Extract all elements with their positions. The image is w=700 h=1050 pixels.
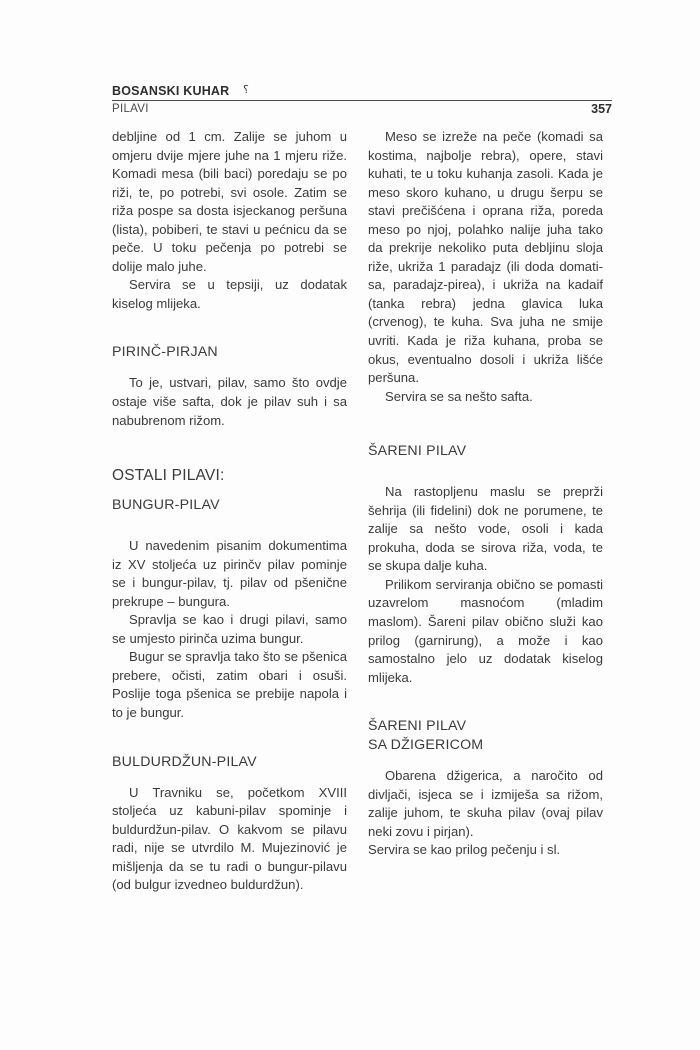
recipe-sareni-paragraph-1: Na rastopljenu maslu se preprži šehrija (ili fidelini) dok ne porumene, te zalije sa nešto vode, osoli i kada prokuha, doda se sirova riža, voda, te se skupa dalje kuha.	[368, 484, 603, 574]
spacer	[112, 430, 347, 466]
book-title: BOSANSKI KUHAR	[112, 84, 230, 98]
spacer	[112, 362, 347, 374]
spacer	[368, 461, 603, 483]
left-continued-paragraph: debljine od 1 cm. Zalije se juhom u omjeru dvije mjere juhe na 1 mjeru riže. Komadi mesa (bili baci) poredaju se po riži, te, po potrebi, svi osole. Zatim se riža pospe sa dosta isjeckanog peršuna (lista), pobiberi, te stavi u pećnicu da se peče. U toku pečenja po potrebi se dolije malo juhe.	[112, 129, 347, 274]
recipe-title-line-1: ŠARENI PILAV	[368, 718, 467, 735]
recipe-title-line-2: SA DŽIGERICOM	[368, 737, 484, 754]
recipe-dzigerica-paragraph-2: Servira se kao prilog pečenju i sl.	[368, 842, 561, 858]
spacer	[112, 772, 347, 784]
recipe-title-sareni-pilav: ŠARENI PILAV	[368, 443, 467, 460]
page-number: 357	[591, 102, 612, 116]
spacer	[368, 687, 603, 717]
recipe-title-sareni-pilav-sa-dzigericom	[368, 717, 603, 755]
right-continued-paragraph: Meso se izreže na peče (komadi sa kostima, najbolje rebra), opere, stavi kuhati, te u toku kuhanja zasoli. Kada je meso skoro kuhano, u drugu šerpu se stavi prečišćena i oprana riža, poreda meso po njoj, polahko nalije juha tako da prekrije nekoliko puta debljinu sloja riže, ukriža 1 paradajz (ili doda domati-sa, paradajz-pirea), i ukriža na kadaif (tanka rebra) jedna glavica luka (crvenog), te kuha. Sva juha ne smije uvriti. Kada je riža kuhana, proba se okus, eventualno dosoli i ukriža lišće peršuna.	[368, 129, 603, 386]
right-serving-note: Servira se sa nešto safta.	[385, 388, 533, 404]
chapter-title: PILAVI	[112, 103, 149, 115]
header-tick-mark: ⸮	[243, 84, 249, 96]
recipe-bungur-paragraph-2: Spravlja se kao i drugi pilavi, samo se umjesto pirinča uzima bungur.	[112, 612, 347, 646]
right-column	[368, 128, 603, 860]
recipe-dzigerica-paragraph-1: Obarena džigerica, a naročito od divljači, isjeca se i izmiješa sa rižom, zalije juhom, te skuha pilav (ovaj pilav neki zovu i pirjan).	[368, 768, 603, 839]
spacer	[368, 755, 603, 767]
spacer	[368, 406, 603, 442]
recipe-bungur-paragraph-1: U navedenim pisanim dokumentima iz XV stoljeća uz pirinčv pilav pominje se i bungur-pilav, tj. pilav od pšenične prekrupe – bungura.	[112, 538, 347, 609]
running-head	[112, 84, 612, 116]
recipe-body-pirinc-pirjan: To je, ustvari, pilav, samo što ovdje ostaje više safta, dok je pilav suh i sa nabubrenom rižom.	[112, 375, 347, 428]
recipe-title-bungur-pilav: BUNGUR-PILAV	[112, 497, 220, 514]
spacer	[112, 723, 347, 753]
running-head-top-row	[112, 84, 612, 99]
spacer	[112, 515, 347, 537]
header-rule-divider	[112, 100, 612, 101]
recipe-body-buldurdzun-pilav: U Travniku se, početkom XVIII stoljeća uz kabuni-pilav spominje i buldurdžun-pilav. O kakvom se pilavu radi, nije se utvrdilo M. Mujezinović je mišljenja da se tu radi o bungur-pilavu (od bulgur izvedneo buldurdžun).	[112, 784, 347, 893]
spacer	[112, 313, 347, 343]
recipe-title-pirinc-pirjan: PIRINČ-PIRJAN	[112, 344, 218, 361]
recipe-title-buldurdzun-pilav: BULDURDŽUN-PILAV	[112, 753, 257, 770]
section-heading-ostali-pilavi: OSTALI PILAVI:	[112, 467, 225, 485]
recipe-sareni-paragraph-2: Prilikom serviranja obično se pomasti uzavrelom masnoćom (mladim maslom). Šareni pilav obično služi kao prilog (garnirung), a može i kao samostalno jelo uz dodatak kiselog mlijeka.	[368, 576, 603, 685]
left-serving-note: Servira se u tepsiji, uz dodatak kiselog mlijeka.	[112, 277, 347, 311]
recipe-bungur-paragraph-3: Bugur se spravlja tako što se pšenica prebere, očisti, zatim obari i osuši. Poslije toga pšenica se prebije napola i to je bungur.	[112, 649, 347, 721]
left-column	[112, 128, 347, 895]
spacer	[112, 486, 347, 496]
